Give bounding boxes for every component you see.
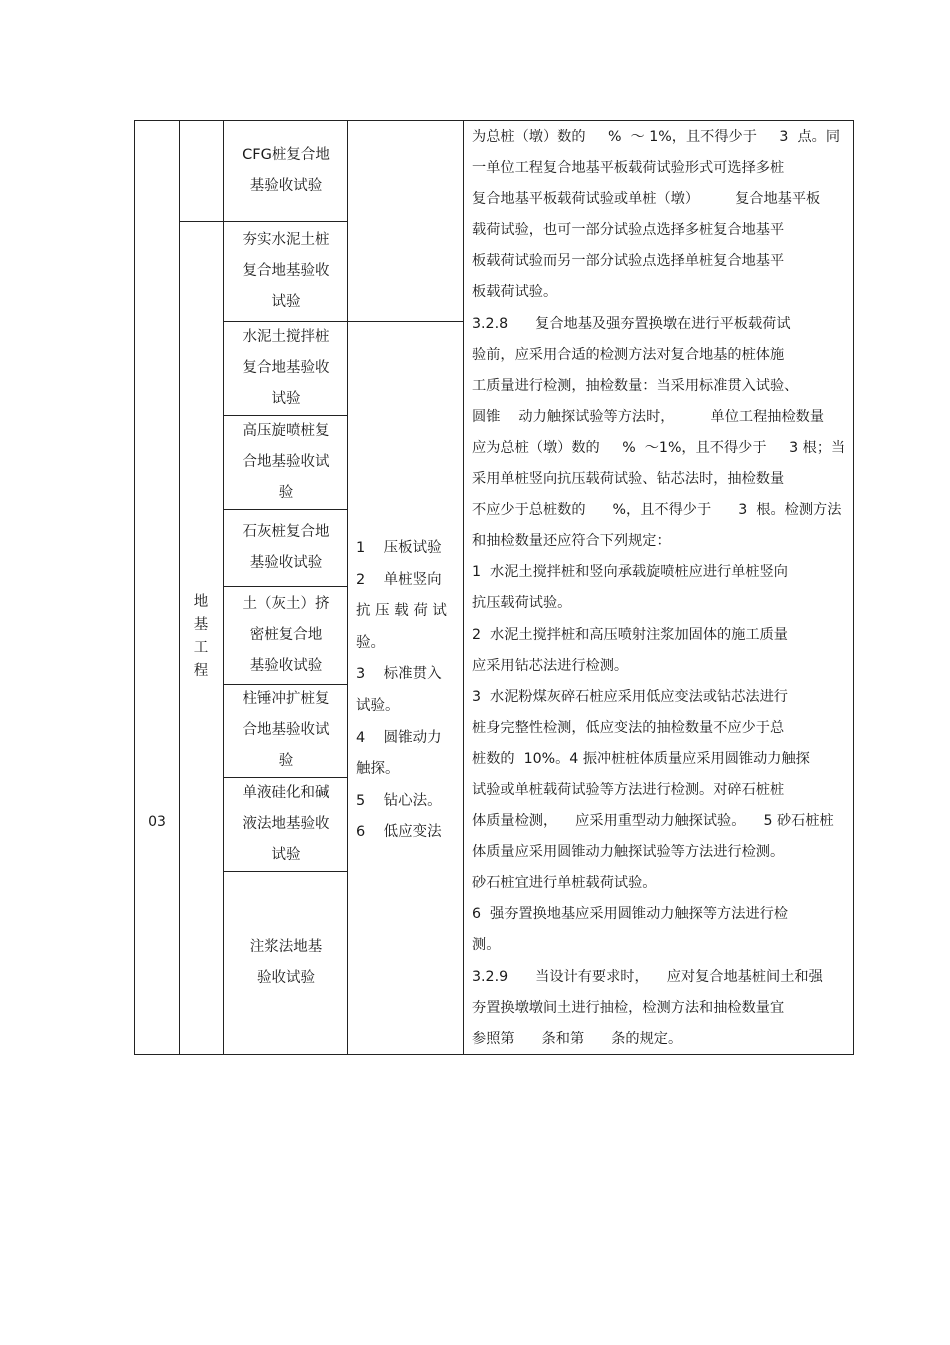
- test-methods: 1 压板试验 2 单桩竖向 抗 压 载 荷 试 验。 3 标准贯入 试验。 4 圆锥动力 触探。 5 钻心法。 6 低应变法: [356, 540, 447, 841]
- test-name: 单液硅化和碱 液法地基验收 试验: [242, 784, 330, 863]
- test-name-cell: [224, 509, 348, 586]
- test-name-cell: [224, 121, 348, 221]
- item-code: 03: [148, 814, 166, 830]
- test-name: 高压旋喷桩复 合地基验收试 验: [242, 422, 330, 501]
- test-name: CFG桩复合地 基验收试验: [242, 147, 330, 194]
- inspection-requirements: 为总桩（墩）数的 % ～ 1%，且不得少于 3 点。同 一单位工程复合地基平板载荷试验形式可选择多桩 复合地基平板载荷试验或单桩（墩） 复合地基平板 载荷试验，也可一部分试验点选择多桩复合地基平 板载荷试验而另一部分试验点选择单桩复合地基平 板载荷试验。 3.2.8 复合地基及强夯置换墩在进行平板载荷试 验前，应采用合适的检测方法对复合地基的桩体施 工质量进行检测，抽检数量：当采用标准贯入试验、 圆锥 动力触探试验等方法时， 单位工程抽检数量 应为总桩（墩）数的 % ～1%，且不得少于 3 根；当 采用单桩竖向抗压载荷试验、钻芯法时，抽检数量 不应少于总桩数的 %，且不得少于 3 根。检测方法 和抽检数量还应符合下列规定： 1 水泥土搅拌桩和竖向承载旋喷桩应进行单桩竖向 抗压载荷试验。 2 水泥土搅拌桩和高压喷射注浆加固体的施工质量 应采用钻芯法进行检测。 3 水泥粉煤灰碎石桩应采用低应变法或钻芯法进行 桩身完整性检测，低应变法的抽检数量不应少于总 桩数的 10%。4 振冲桩桩体质量应采用圆锥动力触探 试验或单桩载荷试验等方法进行检测。对碎石桩桩 体质量检测， 应采用重型动力触探试验。 5 砂石桩桩 体质量应采用圆锥动力触探试验等方法进行检测。 砂石桩宜进行单桩载荷试验。 6 强夯置换地基应采用圆锥动力触探等方法进行检 测。 3.2.9 当设计有要求时， 应对复合地基桩间土和强 夯置换墩墩间土进行抽检，检测方法和抽检数量宜 参照第 条和第 条的规定。: [472, 129, 846, 1047]
- test-name-cell: [224, 777, 348, 871]
- test-name-cell: [224, 415, 348, 509]
- test-name: 夯实水泥土桩 复合地基验收 试验: [242, 231, 330, 310]
- column-divider: [463, 121, 464, 1054]
- test-name: 石灰桩复合地 基验收试验: [242, 523, 330, 571]
- test-name: 柱锤冲扩桩复 合地基验收试 验: [242, 691, 330, 769]
- column-divider: [179, 121, 180, 1054]
- test-name-cell: [224, 586, 348, 684]
- test-name-cell: [224, 221, 348, 321]
- acceptance-test-table: [134, 120, 854, 1055]
- test-name: 水泥土搅拌桩 复合地基验收 试验: [242, 328, 330, 407]
- test-name: 注浆法地基 验收试验: [249, 938, 323, 986]
- test-name-cell: [224, 684, 348, 777]
- test-name: 土（灰土）挤 密桩复合地 基验收试验: [242, 595, 330, 674]
- category-label: 地 基 工 程: [193, 594, 209, 679]
- test-name-cell: [224, 871, 348, 1054]
- test-name-cell: [224, 321, 348, 415]
